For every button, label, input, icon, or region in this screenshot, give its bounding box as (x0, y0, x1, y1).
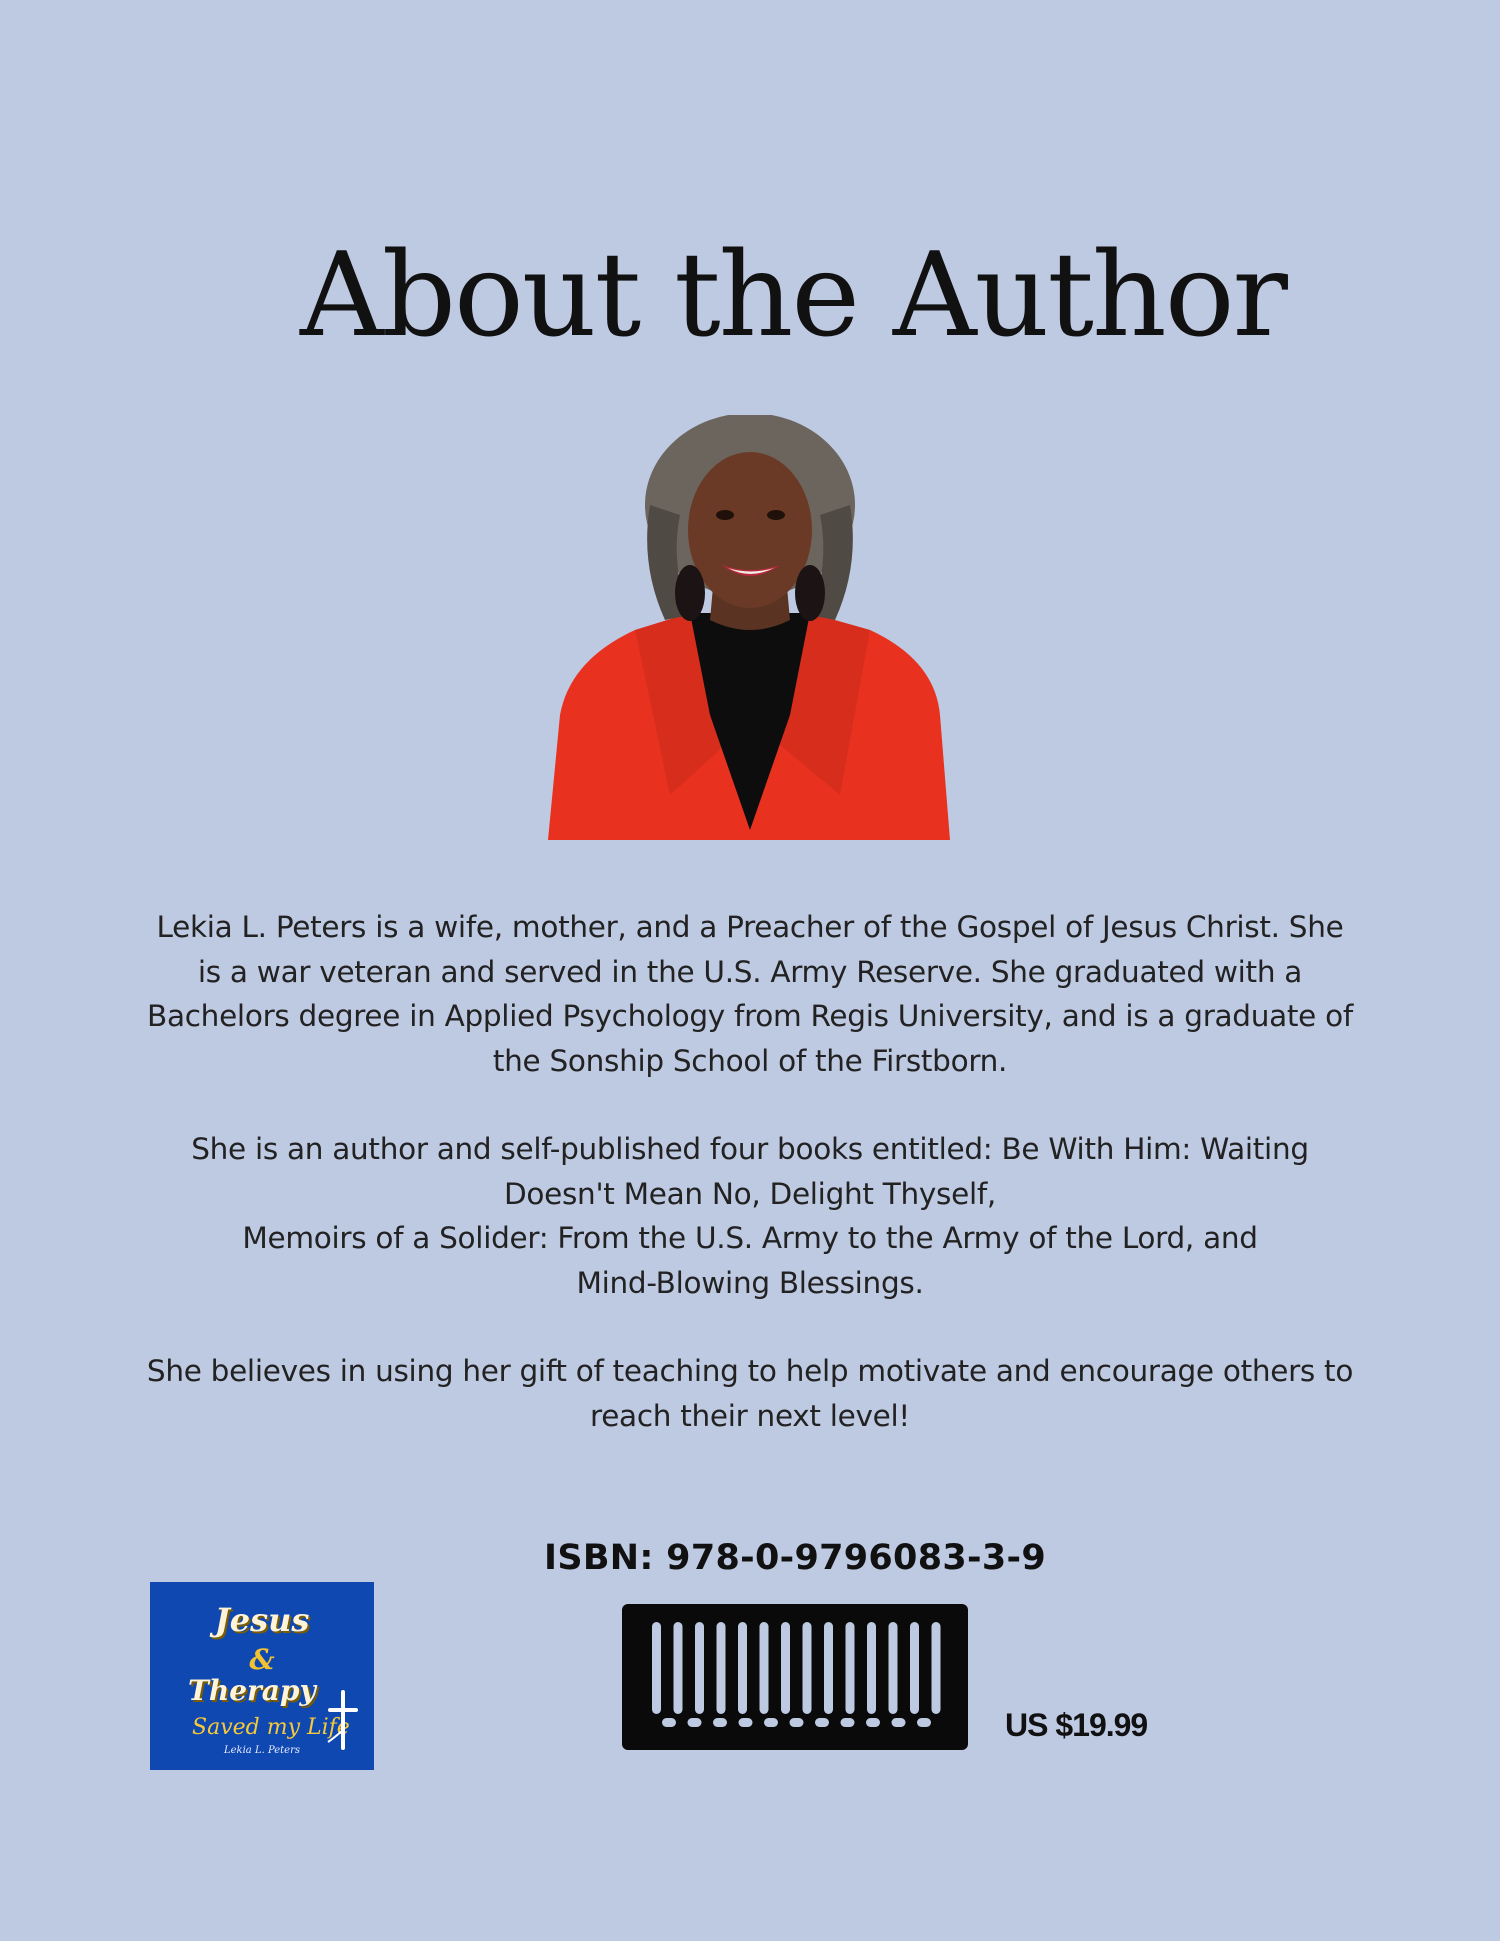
barcode-dot (688, 1718, 702, 1727)
cross-icon (326, 1690, 360, 1750)
bio-line: Doesn't Mean No, Delight Thyself, (503, 1176, 997, 1211)
author-photo (540, 415, 960, 840)
author-bio (140, 905, 1360, 1482)
book-cover-thumbnail (150, 1582, 374, 1770)
bio-line: reach their next level! (590, 1398, 910, 1433)
bio-line: She believes in using her gift of teaching to help motivate and encourage others to (146, 1354, 1354, 1388)
price-label: US $19.99 (1005, 1707, 1148, 1743)
barcode-bar (717, 1622, 726, 1714)
bio-line: She is an author and self-published four books entitled: Be With Him: Waiting (191, 1132, 1309, 1166)
barcode-dot (662, 1718, 676, 1727)
barcode-dot (841, 1718, 855, 1727)
barcode-bar (846, 1622, 855, 1714)
bio-line: Memoirs of a Solider: From the U.S. Army to the Army of the Lord, and (242, 1221, 1258, 1255)
bio-paragraph-2 (140, 1127, 1360, 1305)
barcode-bar (652, 1622, 661, 1714)
cover-title-therapy: Therapy (188, 1674, 316, 1707)
barcode-bar (674, 1622, 683, 1714)
barcode-dot (790, 1718, 804, 1727)
bio-line: the Sonship School of the Firstborn. (492, 1043, 1008, 1078)
isbn-label: ISBN: 978-0-9796083-3-9 (544, 1538, 1046, 1578)
bio-line: Lekia L. Peters is a wife, mother, and a Preacher of the Gospel of Jesus Christ. She (156, 910, 1344, 944)
barcode-bar (889, 1622, 898, 1714)
cover-author: Lekia L. Peters (223, 1745, 300, 1756)
cover-subtitle: Saved my Life (192, 1715, 350, 1740)
barcode-bar (803, 1622, 812, 1714)
barcode-bar (695, 1622, 704, 1714)
barcode-dot (866, 1718, 880, 1727)
bio-paragraph-1 (140, 905, 1360, 1083)
barcode-bar (824, 1622, 833, 1714)
barcode-dot (739, 1718, 753, 1727)
barcode-dot (815, 1718, 829, 1727)
barcode-bar (760, 1622, 769, 1714)
barcode-dot (892, 1718, 906, 1727)
barcode-dot (713, 1718, 727, 1727)
barcode-bar (932, 1622, 941, 1714)
barcode-bar (738, 1622, 747, 1714)
barcode-bar (910, 1622, 919, 1714)
barcode-icon (622, 1604, 968, 1750)
author-face (688, 452, 812, 608)
cover-ampersand: & (249, 1643, 275, 1676)
bio-line: Mind-Blowing Blessings. (576, 1265, 924, 1300)
page-title: About the Author (300, 228, 1287, 363)
bio-line: Bachelors degree in Applied Psychology from Regis University, and is a graduate of (147, 999, 1353, 1033)
bio-line: is a war veteran and served in the U.S. Army Reserve. She graduated with a (197, 954, 1303, 989)
barcode-dot (917, 1718, 931, 1727)
barcode-bar (781, 1622, 790, 1714)
barcode-bar (867, 1622, 876, 1714)
barcode-dot (764, 1718, 778, 1727)
bio-paragraph-3 (140, 1349, 1360, 1438)
cover-title-jesus: Jesus (214, 1601, 310, 1639)
